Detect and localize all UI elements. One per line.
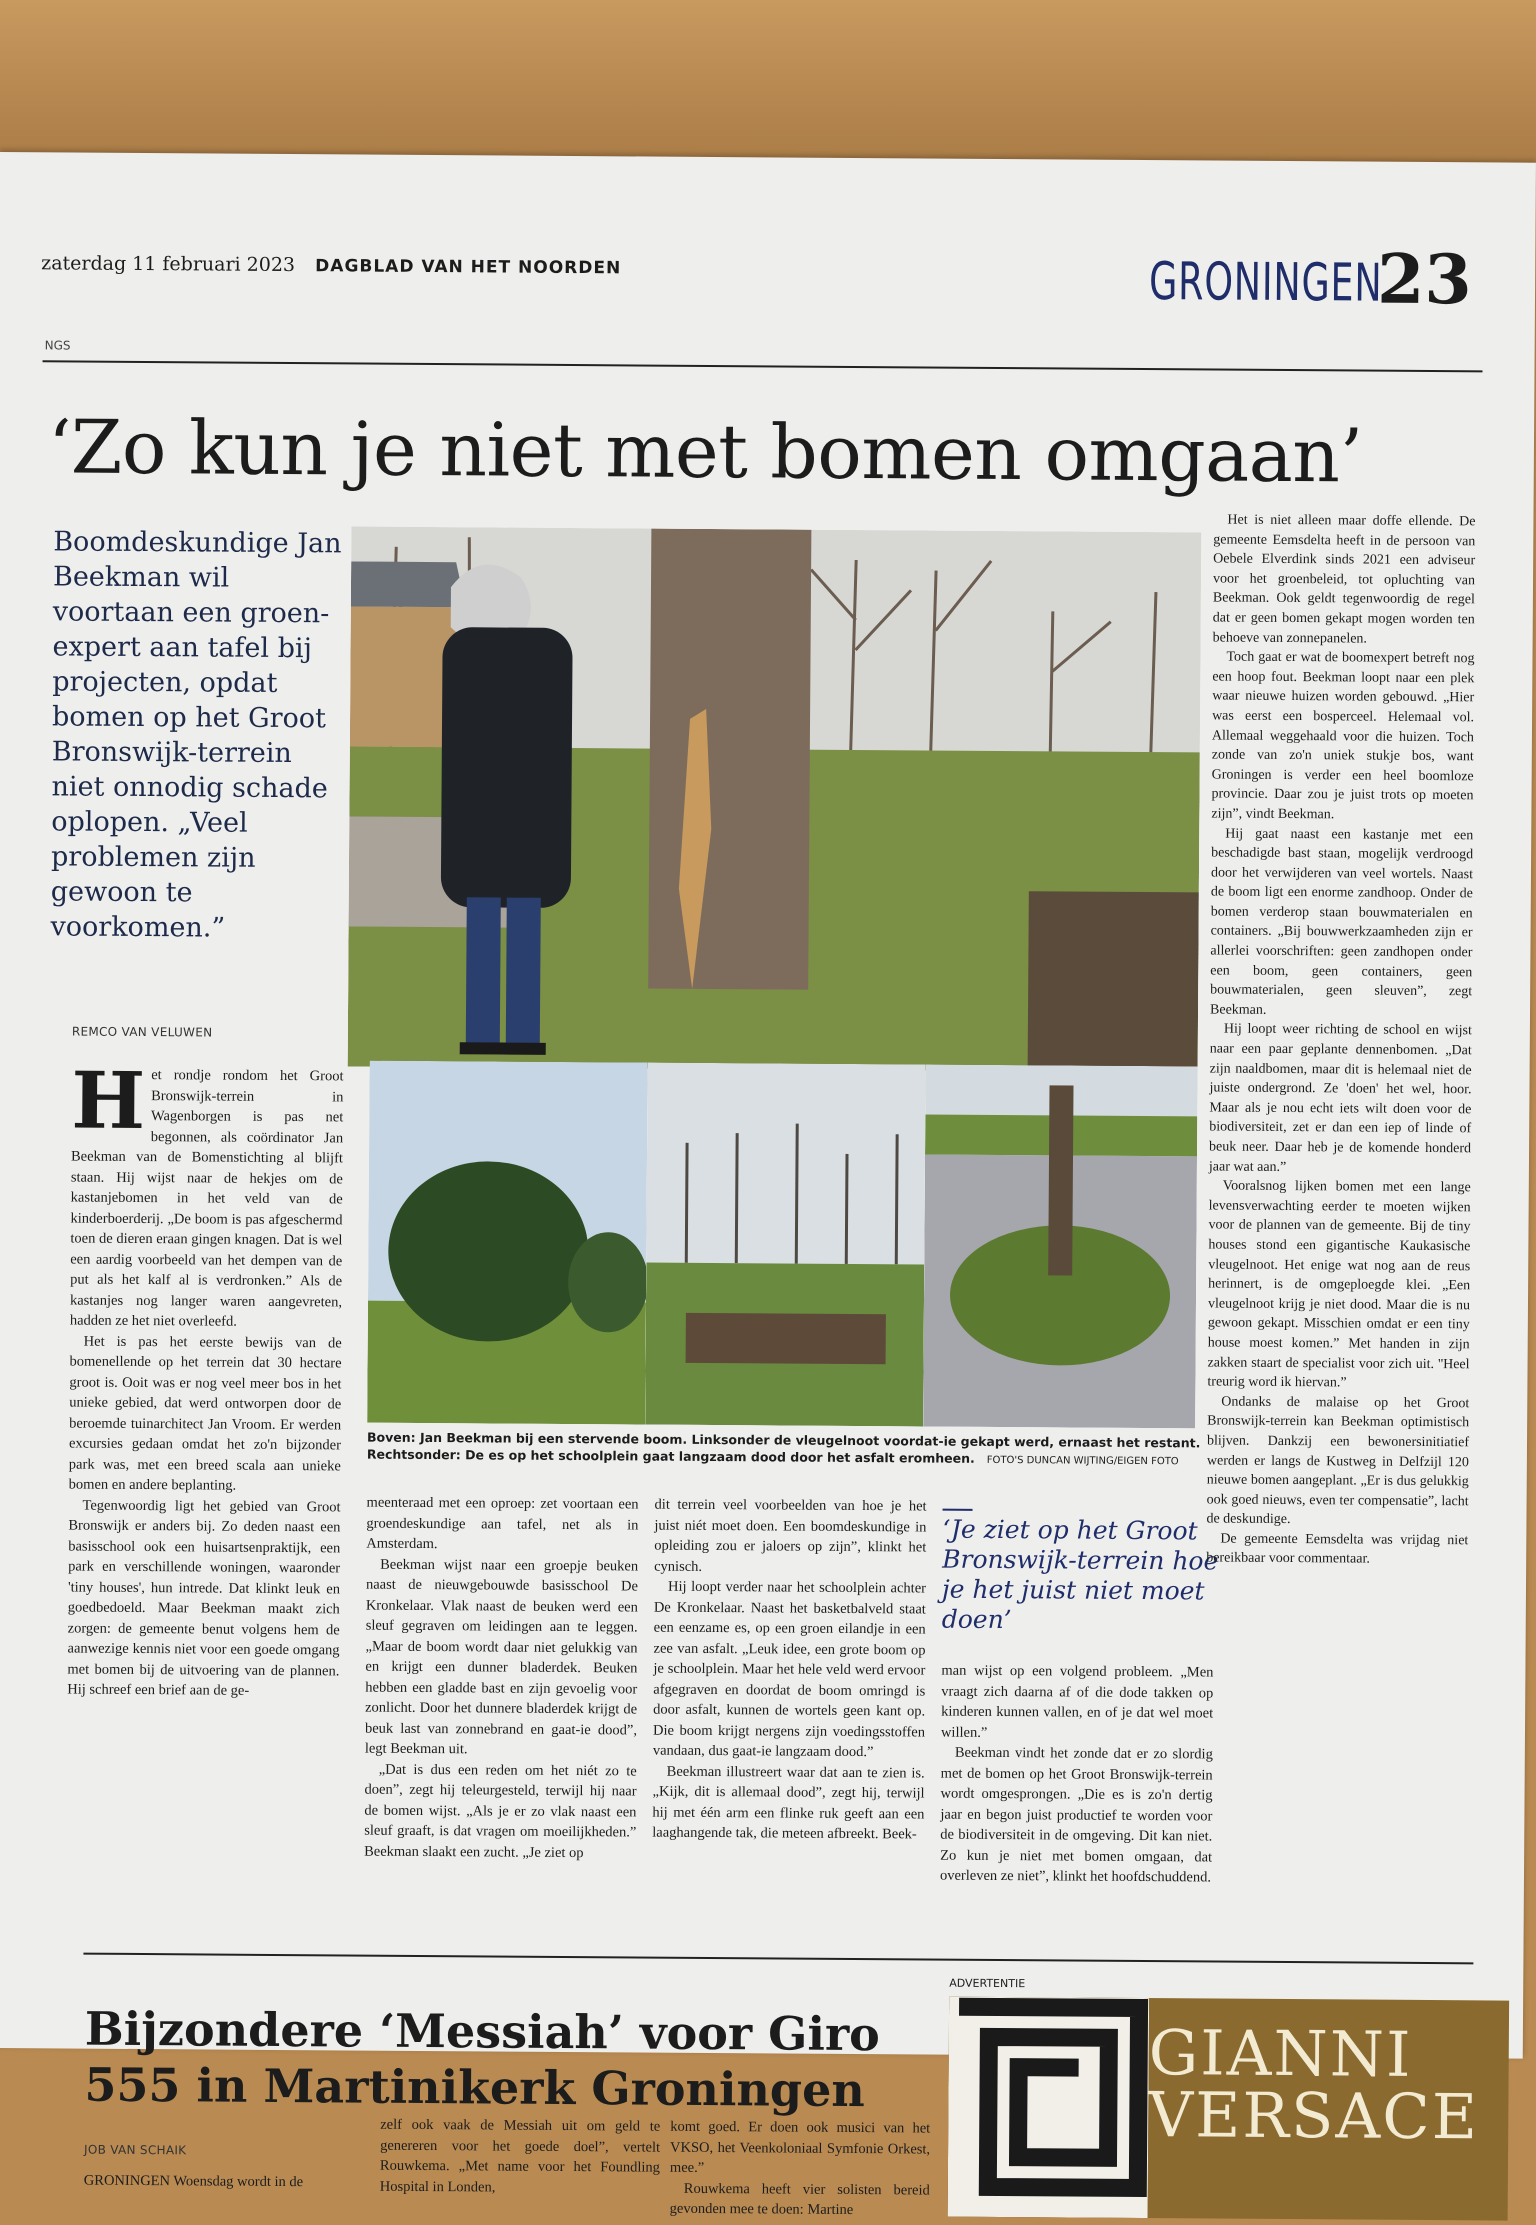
ad-brand-line-1: GIANNI bbox=[1148, 2016, 1413, 2091]
column-3-para-2: Hij loopt verder naar het schoolplein achter De Kronkelaar. Naast het basketbalveld staat een eenzame es, op een groen eilandje in een zee van asfalt. „Leuk idee, een grote boom op je schoolplein. Maar het hele veld werd ervoor afgegraven en doordat de boom omringd is door asfalt, kunnen de wortels geen kant op. Die boom krijgt nergens zijn voedingsstoffen vandaan, dus gaat-ie langzaam dood.” bbox=[652, 1578, 927, 1761]
pull-quote bbox=[942, 1509, 1223, 1637]
column-3-para-1: dit terrein veel voorbeelden van hoe je het juist niét moet doen. Een boomdeskundige in opleiding zou er jaloers op zijn”, klinkt het cynisch. bbox=[654, 1496, 927, 1575]
photo-schoolyard-ash bbox=[923, 1064, 1198, 1428]
column-3-para-3: Beekman illustreert waar dat aan te zien is. „Kijk, dit is allemaal dood”, zegt hij, terwijl hij met één arm een flinke ruk geeft aan een laaghangende tak, die meteen afbreekt. Beek- bbox=[652, 1763, 925, 1843]
column-1-para-1: et rondje rondom het Groot Bronswijk-terrein in Wagenborgen is pas net begonnen, als coördinator Jan Beekman van de Bomenstichting al blijft staan. Hij wijst naar de hekjes om de kastanjebomen in het veld van de kinderboerderij. „De boom is pas afgeschermd toen de dieren eraan gingen knagen. Dat is wel een aardig voorbeeld van het dempen van de put als het kalf al is verdronken.” Als de kastanjes nog langer waren aangevreten, hadden ze het niet overleefd. bbox=[69, 1067, 344, 1330]
caption-line-2: Rechtsonder: De es op het schoolplein gaat langzaam dood door het asfalt eromheen. bbox=[366, 1446, 975, 1466]
photo-wingnut-tree bbox=[367, 1061, 648, 1425]
column-1-para-3: Tegenwoordig ligt het gebied van Groot Bronswijk er anders bij. Zo deden naast een basisschool ook een huisartsenpraktijk, een park en verschillende woningen, waaronder 'tiny houses', hun intrede. Dat klinkt leuk en goedbedoeld. Maar Beekman maakt zich zorgen: de gemeente benut volgens hem de aanwezige kennis niet voor een goede omgang met bomen bij de uitvoering van de plannen. Hij schreef een brief aan de ge- bbox=[67, 1497, 341, 1699]
greek-key-pattern bbox=[948, 1997, 1150, 2218]
header-rule bbox=[43, 360, 1483, 372]
drop-cap: H bbox=[71, 1055, 146, 1148]
column-5-para-1: Het is niet alleen maar doffe ellende. De gemeente Eemsdelta heeft in de persoon van Oebele Elverdink sinds 2021 een adviseur voor het groenbeleid, tot opluchting van Beekman. Ook geldt tegenwoordig de regel dat er geen bomen gekapt mogen worden ten behoeve van zonnepanelen. bbox=[1212, 512, 1476, 647]
column-5-para-3: Hij gaat naast een kastanje met een beschadigde bast staan, mogelijk verdroogd door het verwijderen van veel wortels. Naast de boom ligt een enorme zandhoop. Onder de bomen verderop staan bouwmaterialen en containers. „Bij bouwwerkzaamheden zijn er allerlei voorschriften: geen zandhopen onder een boom, geen containers, geen bouwmaterialen, geen sleuven”, zegt Beekman. bbox=[1209, 826, 1474, 1018]
column-5-para-2: Toch gaat er wat de boomexpert betreft nog een hoop fout. Beekman loopt naar een plek waar nieuwe huizen worden gebouwd. „Hier was eerst een bosperceel. Helemaal vol. Allemaal weggehaald voor die huizen. Toch zonde van zo'n uniek stukje bos, want Groningen is verder een heel boomloze provincie. Daar zou je juist trots op moeten zijn”, vindt Beekman. bbox=[1211, 649, 1475, 823]
column-2-para-1: meenteraad met een oproep: zet voortaan een groendeskundige aan tafel, net als in Amsterdam. bbox=[366, 1494, 639, 1553]
advertisement-label: ADVERTENTIE bbox=[949, 1976, 1026, 1991]
page-number: 23 bbox=[1376, 239, 1473, 321]
column-4-para-1: man wijst op een volgend probleem. „Men vraagt zich daarna af of die dode takken op kinderen kunnen vallen, en of je dat wel moet willen.” bbox=[940, 1662, 1214, 1741]
article-column-2 bbox=[364, 1493, 639, 1864]
caption-line-1: Boven: Jan Beekman bij een stervende boom. Linksonder de vleugelnoot voordat-ie gekapt werd, ernaast het restant. bbox=[366, 1429, 1201, 1451]
second-article-column-3 bbox=[670, 2117, 931, 2221]
section-rule bbox=[83, 1953, 1473, 1965]
column-2-para-2: Beekman wijst naar een groepje beuken naast de nieuwgebouwde basisschool De Kronkelaar. Vlak naast de beuken werd een sleuf gegraven om leidingen aan te leggen. „Maar de boom wordt daar niet gelukkig van en krijgt een dunner bladerdek. Beuken hebben een gladde bast en zijn gevoelig voor zonlicht. Door het dunnere bladerdek krijgt de beuk last van zonnebrand en gaat-ie dood”, legt Beekman uit. bbox=[364, 1556, 639, 1758]
pull-quote-rule bbox=[943, 1509, 973, 1511]
second-article-col3-para-1: komt goed. Er doen ook musici van het VKSO, het Veenkoloniaal Symfonie Orkest, mee.” bbox=[669, 2118, 931, 2176]
photo-credit: FOTO'S DUNCAN WIJTING/EIGEN FOTO bbox=[986, 1454, 1179, 1468]
advertisement[interactable] bbox=[948, 1997, 1510, 2221]
second-article-column-2: zelf ook vaak de Messiah uit om geld te genereren voor het goede doel”, vertelt Rouwkema. „Met name voor het Foundling Hospital in Londen, bbox=[379, 2116, 661, 2196]
second-article-headline: Bijzondere ‘Messiah’ voor Giro 555 in Martinikerk Groningen bbox=[84, 2001, 881, 2118]
section-title: GRONINGEN bbox=[1148, 252, 1383, 314]
article-column-5 bbox=[1206, 510, 1475, 1570]
edition-code: NGS bbox=[44, 338, 71, 353]
article-byline: REMCO VAN VELUWEN bbox=[71, 1024, 213, 1040]
column-1-para-2: Het is pas het eerste bewijs van de bomenellende op het terrein dat 30 hectare groot is. Ooit was er nog veel meer bos in het unieke gebied, dat werd ontworpen door de beroemde tuinarchitect Jan Vroom. Er werden excursies gedaan omdat het zo'n bijzonder park was, met een breed scala aan unieke bomen en andere beplanting. bbox=[68, 1333, 342, 1494]
photo-caption bbox=[367, 1429, 1217, 1471]
newspaper-page bbox=[0, 152, 1536, 2219]
column-5-para-4: Hij loopt weer richting de school en wijst naar een paar geplante dennenbomen. „Dat zijn naaldbomen, maar dit is helemaal niet de juiste ondergrond. Ze 'doen' het wel, hoor. Maar als je nou echt iets wilt doen voor de biodiversiteit, zet er dan een iep of linde of beuk neer. Daar heb je de komende honderd jaar wat aan.” bbox=[1208, 1022, 1472, 1175]
ad-brand-line-2: VERSACE bbox=[1148, 2078, 1480, 2154]
article-intro: Boomdeskundige Jan Beekman wil voortaan een groen-expert aan tafel bij projecten, opdat bomen op het Groot Bronswijk-terrein niet onnodig schade oplopen. „Veel problemen zijn gewoon te voorkomen.” bbox=[50, 526, 342, 944]
second-article-byline: JOB VAN SCHAIK bbox=[84, 2142, 187, 2158]
main-photo bbox=[348, 526, 1202, 1072]
photo-wingnut-remains bbox=[645, 1063, 926, 1427]
column-4-para-2: Beekman vindt het zonde dat er zo slordig met de bomen op het Groot Bronswijk-terrein wordt omgesprongen. „Die es is zo'n dertig jaar en begon juist productief te worden voor de biodiversiteit in de omgeving. Dit kan niet. Zo kun je niet met bomen omgaan, dat overleven ze niet”, klinkt het hoofdschuddend. bbox=[939, 1744, 1213, 1886]
newspaper-name: DAGBLAD VAN HET NOORDEN bbox=[315, 256, 622, 279]
pull-quote-text: ‘Je ziet op het Groot Bronswijk-terrein hoe je het juist niet moet doen’ bbox=[941, 1514, 1219, 1635]
ad-brand-name bbox=[1148, 2016, 1480, 2154]
second-article-col3-para-2: Rouwkema heeft vier solisten bereid gevonden mee te doen: Martine bbox=[669, 2180, 930, 2219]
article-column-3 bbox=[652, 1495, 926, 1845]
column-2-para-3: „Dat is dus een reden om het niét zo te doen”, zegt hij teleurgesteld, terwijl hij naar de bomen wijst. „Als je er zo vlak naast een sleuf graaft, is dat vragen om moeilijkheden.” Beekman slaakt een zucht. „Je ziet op bbox=[364, 1761, 637, 1861]
article-column-1 bbox=[67, 1055, 344, 1702]
column-5-para-7: De gemeente Eemsdelta was vrijdag niet bereikbaar voor commentaar. bbox=[1206, 1531, 1469, 1568]
article-headline: ‘Zo kun je niet met bomen omgaan’ bbox=[47, 404, 1363, 500]
article-column-4 bbox=[940, 1661, 1214, 1888]
column-5-para-5: Vooralsnog lijken bomen met een lange levensverwachting eerder te moeten wijken voor de plannen van de gemeente. Bij de tiny houses stond een gigantische Kaukasische vleugelnoot. Het enige wat nog aan de reus herinnert, is de omgeploegde klei. „Een vleugelnoot krijg je niet dood. Maar die is nu gewoon gekapt. Misschien omdat er een tiny house moest komen.” Met handen in zijn zakken staart de specialist voor zich uit. ''Heel treurig word ik hiervan.” bbox=[1207, 1178, 1471, 1391]
issue-date: zaterdag 11 februari 2023 bbox=[41, 252, 296, 277]
second-article-column-1: GRONINGEN Woensdag wordt in de bbox=[83, 2172, 304, 2191]
column-5-para-6: Ondanks de malaise op het Groot Bronswijk-terrein kan Beekman optimistisch blijven. Dankzij een bewonersinitiatief werden er langs de Kustweg in Delfzijl 120 nieuwe bomen aangeplant. „Er is dus gelukkig ook goed nieuws, even ter compensatie”, lacht de deskundige. bbox=[1206, 1394, 1470, 1528]
